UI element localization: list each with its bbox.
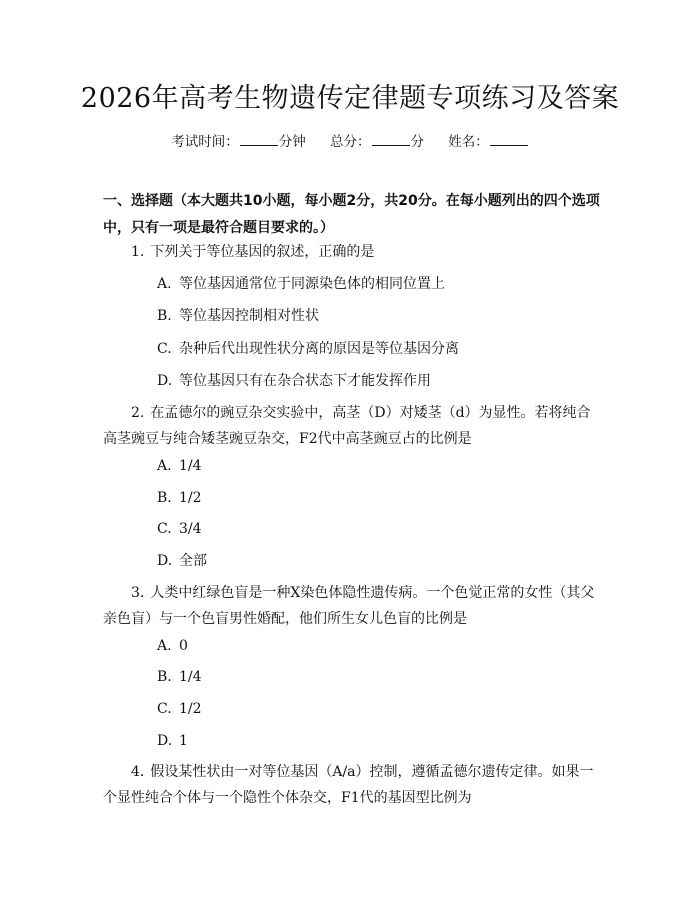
option-letter: A. <box>157 276 172 292</box>
question-stem: 下列关于等位基因的叙述，正确的是 <box>150 244 375 260</box>
option-text: 0 <box>179 638 188 654</box>
question-3-option-b <box>157 667 597 687</box>
exam-time-label: 考试时间： <box>171 134 239 150</box>
option-letter: D. <box>157 733 173 749</box>
option-text: 杂种后代出现性状分离的原因是等位基因分离 <box>179 341 459 357</box>
question-4 <box>103 759 603 811</box>
question-2-option-a <box>157 456 597 476</box>
option-letter: C. <box>157 341 172 357</box>
question-stem: 假设某性状由一对等位基因（A/a）控制，遵循孟德尔遗传定律。如果一个显性纯合个体与一个隐性个体杂交，F1代的基因型比例为 <box>103 764 594 806</box>
option-text: 等位基因通常位于同源染色体的相同位置上 <box>179 276 445 292</box>
question-3-option-d <box>157 731 597 751</box>
question-1-option-b <box>157 306 597 326</box>
question-number: 2. <box>131 405 145 421</box>
student-name-label: 姓名： <box>448 134 489 150</box>
exam-time <box>171 132 306 152</box>
question-number: 3. <box>131 585 145 601</box>
option-text: 等位基因只有在杂合状态下才能发挥作用 <box>179 373 431 389</box>
question-1-option-d <box>157 371 597 391</box>
question-2-option-b <box>157 488 597 508</box>
option-letter: B. <box>157 490 172 506</box>
option-letter: C. <box>157 521 172 537</box>
option-letter: A. <box>157 458 172 474</box>
option-text: 1/2 <box>179 701 202 717</box>
question-1-option-c <box>157 339 597 359</box>
question-2 <box>103 400 603 452</box>
exam-time-blank <box>240 132 278 146</box>
question-3-option-a <box>157 636 597 656</box>
student-name-blank <box>490 132 528 146</box>
exam-meta <box>0 132 700 152</box>
question-3 <box>103 580 603 632</box>
section-heading: 一、选择题（本大题共10小题，每小题2分，共20分。在每小题列出的四个选项中，只有一项是最符合题目要求的。） <box>103 193 600 236</box>
option-letter: B. <box>157 669 172 685</box>
option-text: 1 <box>179 733 188 749</box>
option-letter: C. <box>157 701 172 717</box>
question-number: 1. <box>131 244 145 260</box>
option-text: 等位基因控制相对性状 <box>179 308 319 324</box>
question-1 <box>103 239 603 265</box>
total-score-label: 总分： <box>330 134 371 150</box>
question-stem: 在孟德尔的豌豆杂交实验中，高茎（D）对矮茎（d）为显性。若将纯合高茎豌豆与纯合矮茎豌豆杂交，F2代中高茎豌豆占的比例是 <box>103 405 591 447</box>
total-score <box>330 132 424 152</box>
page-title: 2026年高考生物遗传定律题专项练习及答案 <box>80 83 620 114</box>
question-1-option-a <box>157 274 597 294</box>
option-letter: D. <box>157 553 173 569</box>
total-score-blank <box>372 132 410 146</box>
option-letter: A. <box>157 638 172 654</box>
student-name <box>448 132 529 152</box>
question-3-option-c <box>157 699 597 719</box>
option-text: 全部 <box>179 553 207 569</box>
option-letter: B. <box>157 308 172 324</box>
option-text: 1/2 <box>179 490 202 506</box>
option-text: 3/4 <box>179 521 202 537</box>
total-score-unit: 分 <box>410 134 424 150</box>
exam-time-unit: 分钟 <box>278 134 306 150</box>
option-letter: D. <box>157 373 173 389</box>
question-stem: 人类中红绿色盲是一种X染色体隐性遗传病。一个色觉正常的女性（其父亲色盲）与一个色盲男性婚配，他们所生女儿色盲的比例是 <box>103 585 595 627</box>
question-number: 4. <box>131 764 145 780</box>
option-text: 1/4 <box>179 458 202 474</box>
option-text: 1/4 <box>179 669 202 685</box>
question-2-option-d <box>157 551 597 571</box>
question-2-option-c <box>157 519 597 539</box>
